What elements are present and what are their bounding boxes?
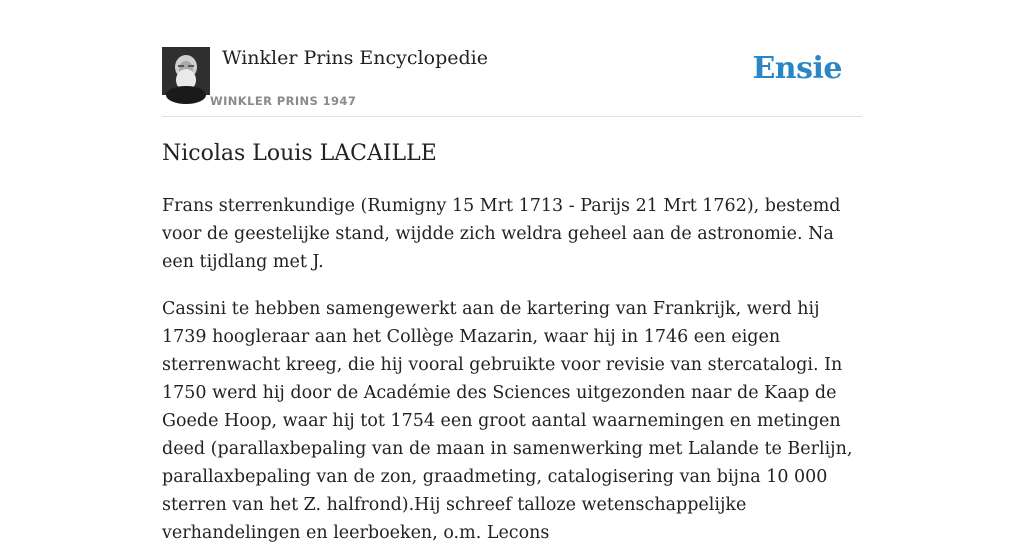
article-paragraph-1: Frans sterrenkundige (Rumigny 15 Mrt 1713 - Parijs 21 Mrt 1762), bestemd voor de geestelijke stand, wijdde zich weldra geheel aan de astronomie. Na een tijdlang met J.: [162, 196, 841, 272]
page: [162, 0, 862, 543]
portrait-image: [162, 47, 210, 95]
avatar[interactable]: [162, 47, 210, 95]
source-title[interactable]: Winkler Prins Encyclopedie: [222, 47, 488, 69]
header: [162, 0, 862, 117]
source-edition[interactable]: WINKLER PRINS 1947: [210, 94, 357, 108]
ensie-logo[interactable]: Ensie: [752, 51, 842, 86]
article-paragraph-2: Cassini te hebben samengewerkt aan de kartering van Frankrijk, werd hij 1739 hoogleraar aan het Collège Mazarin, waar hij in 1746 een eigen sterrenwacht kreeg, die hij vooral gebruikte voor revisie van stercatalogi. In 1750 werd hij door de Académie des Sciences uitgezonden naar de Kaap de Goede Hoop, waar hij tot 1754 een groot aantal waarnemingen en metingen deed (parallaxbepaling van de maan in samenwerking met Lalande te Berlijn, parallaxbepaling van de zon, graadmeting, catalogisering van bijna 10 000 sterren van het Z. halfrond).Hij schreef talloze wetenschappelijke verhandelingen en leerboeken, o.m. Lecons: [162, 299, 853, 543]
article-title: Nicolas Louis LACAILLE: [162, 141, 437, 166]
